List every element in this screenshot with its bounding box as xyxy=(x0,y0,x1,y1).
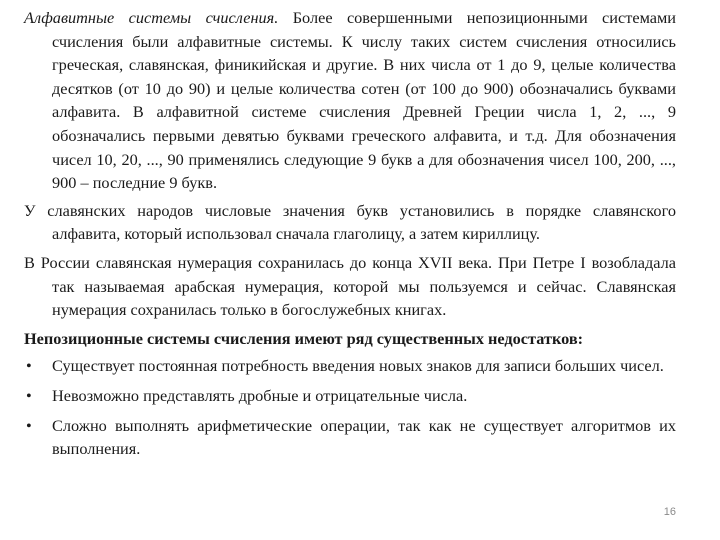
bullet-icon: • xyxy=(26,385,32,405)
paragraph-slavic-peoples: У славянских народов числовые значения букв установились в порядке славянского алфавита, который использовал сначала глаголицу, а затем кириллицу. xyxy=(24,200,676,244)
page-number: 16 xyxy=(663,506,676,518)
list-item xyxy=(24,414,676,461)
list-item-text: Существует постоянная потребность введения новых знаков для записи больших чисел. xyxy=(52,356,664,376)
list-item xyxy=(24,354,676,378)
list-item xyxy=(24,384,676,408)
list-item-text: Сложно выполнять арифметические операции, так как не существует алгоритмов их выполнения. xyxy=(52,415,676,459)
term-alphabetic-systems: Алфавитные системы счисления. xyxy=(24,8,279,27)
paragraph-alphabetic-systems xyxy=(24,6,676,195)
bullet-icon: • xyxy=(26,356,32,376)
list-item-text: Невозможно представлять дробные и отрицательные числа. xyxy=(52,385,468,405)
disadvantages-heading: Непозиционные системы счисления имеют ряд существенных недостатков: xyxy=(24,328,584,348)
bullet-icon: • xyxy=(26,415,32,435)
paragraph-russia-numeration: В России славянская нумерация сохранилась до конца XVII века. При Петре I возобладала так называемая арабская нумерация, которой мы пользуемся и сейчас. Славянская нумерация сохранилась только в богослужебных книгах. xyxy=(24,252,676,320)
paragraph-alphabetic-systems-text: Более совершенными непозиционными системами счисления были алфавитные системы. К числу таких систем счисления относились греческая, славянская, финикийская и другие. В них числа от 1 до 9, целые количества десятков (от 10 до 90) и целые количества сотен (от 100 до 900) обозначались буквами алфавита. В алфавитной системе счисления Древней Греции числа 1, 2, ..., 9 обозначались первыми девятью буквами греческого алфавита, и т.д. Для обозначения чисел 10, 20, ..., 90 применялись следующие 9 букв а для обозначения чисел 100, 200, ..., 900 – последние 9 букв. xyxy=(52,8,676,193)
